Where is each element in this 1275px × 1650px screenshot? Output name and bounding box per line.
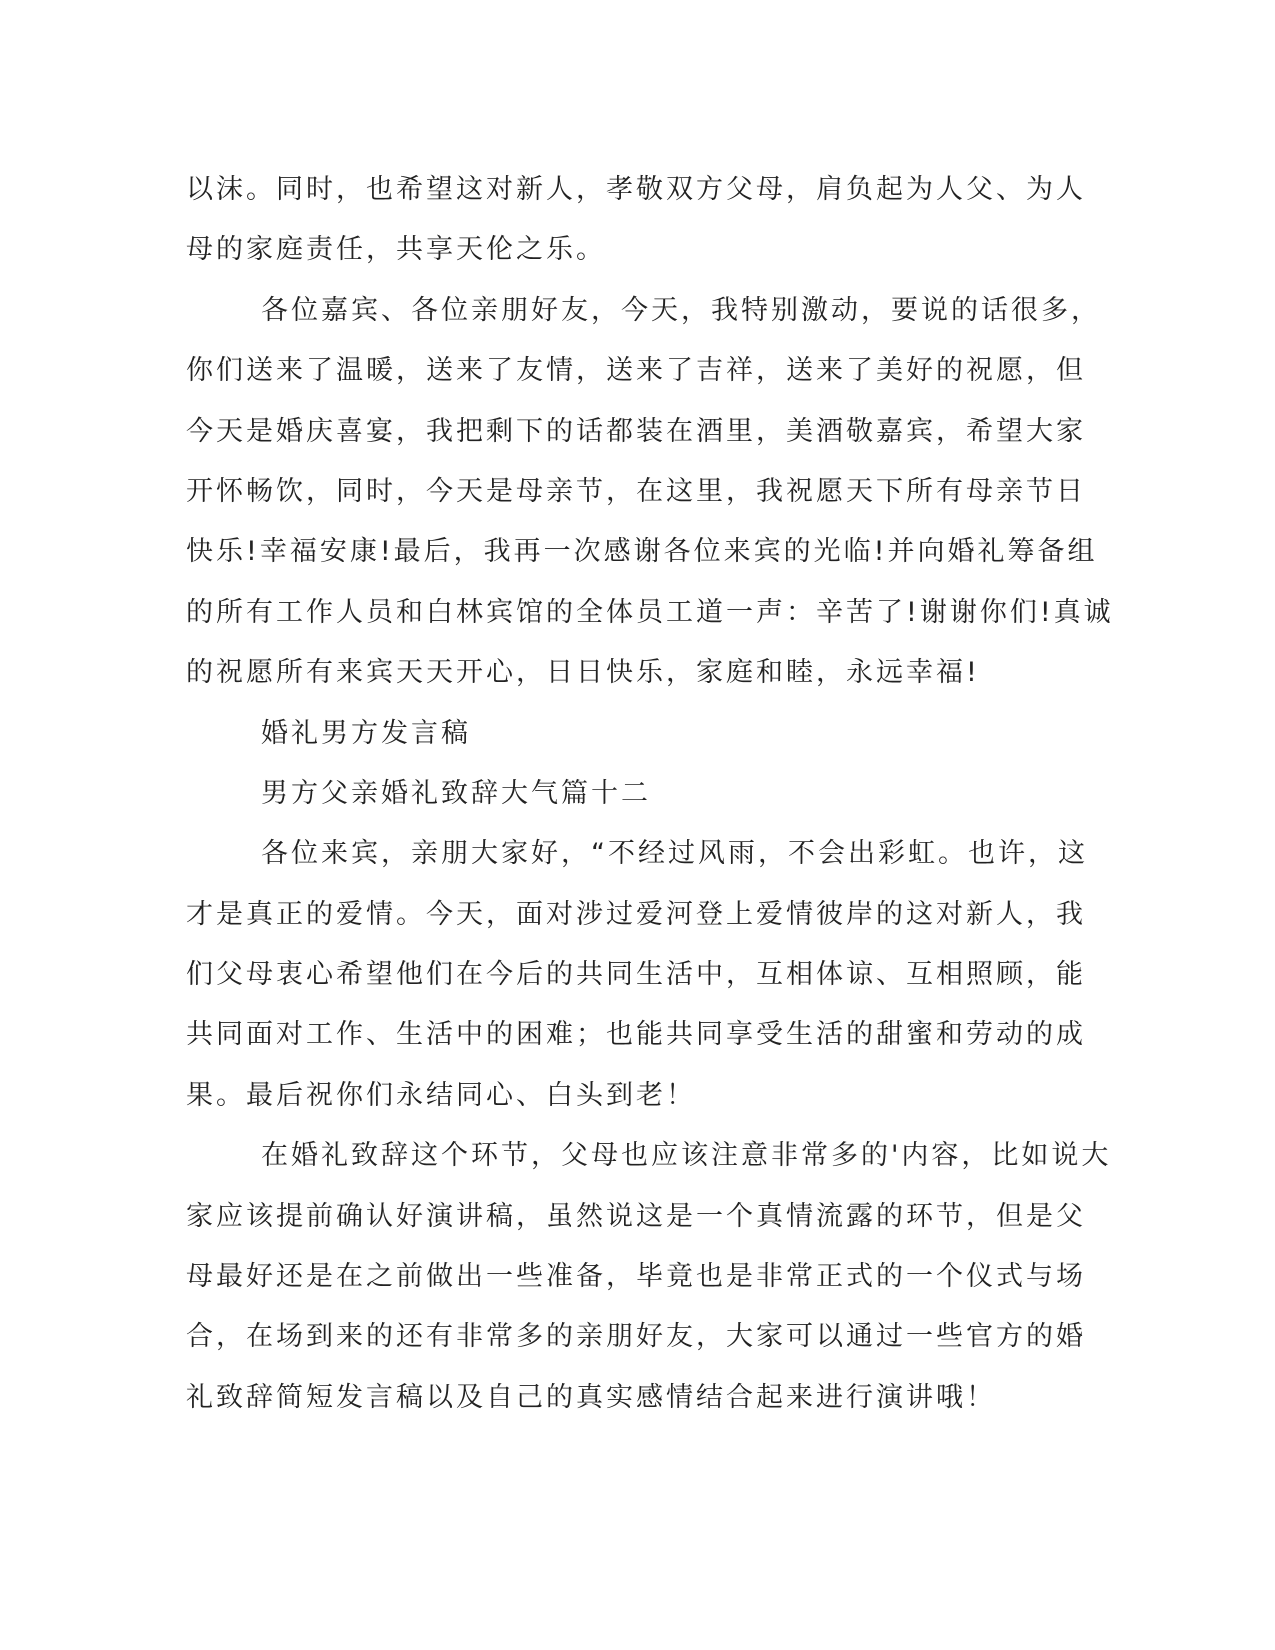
text-line: 今天是婚庆喜宴，我把剩下的话都装在酒里，美酒敬嘉宾，希望大家: [186, 415, 1086, 447]
paragraph-start-line: 各位嘉宾、各位亲朋好友，今天，我特别激动，要说的话很多，: [261, 294, 1101, 326]
text-line: 的祝愿所有来宾天天开心，日日快乐，家庭和睦，永远幸福!: [186, 657, 980, 689]
text-line: 才是真正的爱情。今天，面对涉过爱河登上爱情彼岸的这对新人，我: [186, 898, 1086, 930]
text-line: 的所有工作人员和白林宾馆的全体员工道一声：辛苦了!谢谢你们!真诚: [186, 596, 1114, 628]
text-line: 果。最后祝你们永结同心、白头到老！: [186, 1079, 696, 1111]
text-line: 家应该提前确认好演讲稿，虽然说这是一个真情流露的环节，但是父: [186, 1200, 1086, 1232]
text-line: 快乐!幸福安康!最后，我再一次感谢各位来宾的光临!并向婚礼筹备组: [186, 536, 1098, 568]
paragraph-start-line: 各位来宾，亲朋大家好，“不经过风雨，不会出彩虹。也许，这: [261, 838, 1088, 870]
text-line: 们父母衷心希望他们在今后的共同生活中，互相体谅、互相照顾，能: [186, 959, 1086, 991]
text-line: 你们送来了温暖，送来了友情，送来了吉祥，送来了美好的祝愿，但: [186, 355, 1086, 387]
text-line: 合，在场到来的还有非常多的亲朋好友，大家可以通过一些官方的婚: [186, 1321, 1086, 1353]
text-line: 开怀畅饮，同时，今天是母亲节，在这里，我祝愿天下所有母亲节日: [186, 475, 1086, 507]
document-body: [186, 160, 1114, 1428]
section-heading: 婚礼男方发言稿: [261, 717, 471, 749]
text-line: 母最好还是在之前做出一些准备，毕竟也是非常正式的一个仪式与场: [186, 1261, 1086, 1293]
section-heading: 男方父亲婚礼致辞大气篇十二: [261, 777, 651, 809]
text-line: 共同面对工作、生活中的困难；也能共同享受生活的甜蜜和劳动的成: [186, 1019, 1086, 1051]
paragraph-start-line: 在婚礼致辞这个环节，父母也应该注意非常多的'内容，比如说大: [261, 1140, 1112, 1172]
text-line: 以沫。同时，也希望这对新人，孝敬双方父母，肩负起为人父、为人: [186, 174, 1086, 205]
text-line: 礼致辞简短发言稿以及自己的真实感情结合起来进行演讲哦！: [186, 1381, 996, 1413]
text-line: 母的家庭责任，共享天伦之乐。: [186, 234, 606, 266]
